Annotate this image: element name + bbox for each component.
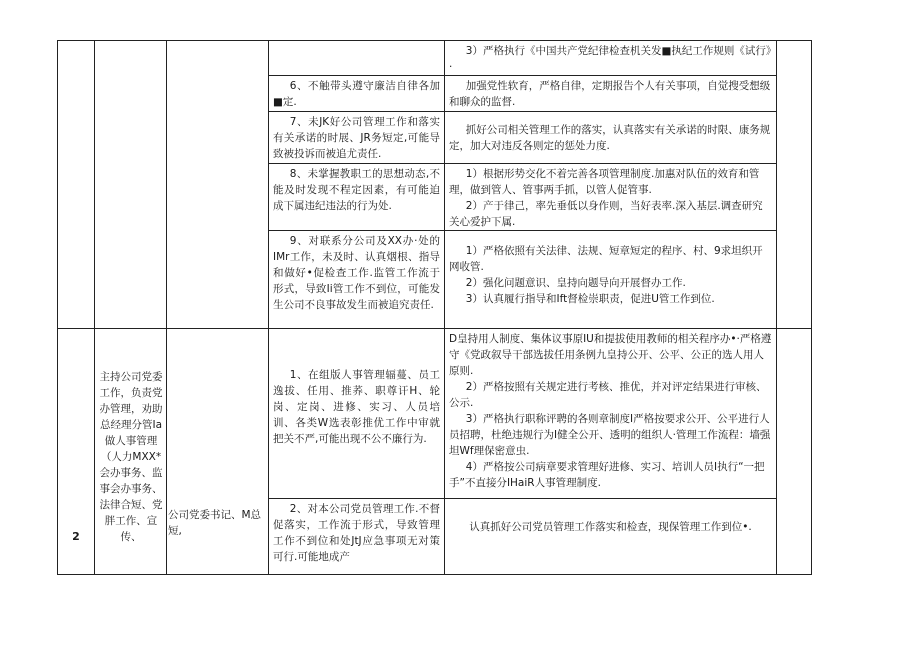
number-cell xyxy=(58,329,95,575)
post-cell xyxy=(167,41,269,329)
risk-cell xyxy=(269,231,445,329)
risk-text: 9、对联系分公司及XX办·处的IMr工作，未及时、认真烟根、指导和做好•促检查工作.监管工作流于形式，导致Ii管工作不到位，可能发生公司不良事故发生而被追究责任. xyxy=(273,235,440,311)
measure-text: 3）认真履行指导和Ift督检崇职责，促进U管工作到位. xyxy=(465,293,715,305)
duty-cell xyxy=(95,41,167,329)
remark-cell xyxy=(777,329,812,575)
table-row xyxy=(58,329,812,499)
measure-text: 3）严格执行职称评聘的各则章制度I严格按要求公开、公平进行人员招聘，杜绝违规行为I健全公开、透明的组织人·管理工作流程：墙强坦Wf理保密意虫. xyxy=(449,413,771,457)
measure-cell xyxy=(445,329,777,499)
measure-text: 2）严格按照有关规定进行考核、推优，并对评定结果进行审核、公示. xyxy=(449,381,767,409)
risk-text: 2、对本公司党员管理工作.不督促落实，工作流于形式，导致管理工作不到位和处JtJ应急事项无对策可行.可能地成产 xyxy=(273,503,440,563)
post-cell xyxy=(167,329,269,575)
measure-cell xyxy=(445,76,777,112)
risk-text: 1、在组版人事管理辐蔓、员工逸拔、任用、推荞、职尊讦H、轮岗、定岗、进修、实习、人员培训、各类W选表彰推优工作中审就把关不严,可能出现不公不廉行为. xyxy=(273,369,440,445)
measure-text: 2）产于律己，率先垂低以身作则，当好表率.深入基层.调查研究关心爱护下属. xyxy=(449,200,763,228)
duty-cell xyxy=(95,329,167,575)
risk-cell xyxy=(269,112,445,164)
remark-cell xyxy=(777,41,812,329)
risk-cell xyxy=(269,164,445,231)
number-cell xyxy=(58,41,95,329)
measure-text: D皇持用人制度、集体议事原IU和提拔使用教师的相关程序办•·严格遵守《党政叙导干部选拔任用条例九皇持公开、公平、公正的选人用人原则. xyxy=(449,333,772,377)
measure-text: 1）严格依照有关法律、法规、短章短定的程序、村、9求坦织开网收管. xyxy=(449,245,763,273)
risk-text: 6、不触带头遵守廉洁自律各加■定. xyxy=(273,80,440,108)
measure-cell xyxy=(445,499,777,575)
table-row xyxy=(58,41,812,76)
risk-text: 7、未JK好公司管理工作和落实有关承诺的时展、JR务短定,可能导致被投诉而被追尤责任. xyxy=(273,116,440,160)
post-text: 公司党委书记、M总短, xyxy=(168,509,262,537)
measure-cell xyxy=(445,41,777,76)
risk-cell xyxy=(269,76,445,112)
risk-cell xyxy=(269,499,445,575)
measure-text: 加强党性软育，严格自律，定期报告个人有关事项，自觉搜受想级和聊众的监督. xyxy=(449,80,771,108)
risk-cell xyxy=(269,329,445,499)
risk-control-table xyxy=(57,40,812,575)
measure-cell xyxy=(445,231,777,329)
measure-text: 3）严格执行《中国共产党纪律检查机关发■执纪工作规则《试行》· xyxy=(449,45,772,73)
measure-text: 1）根据形势交化不着完善各项管理制度.加惠对队伍的效育和管理，做到管人、管事两手抓，以管人促管事. xyxy=(449,168,760,196)
measure-cell xyxy=(445,164,777,231)
risk-text: 8、未掌握教职工的思想动态,不能及时发现不程定因素，有可能迫成下属违纪违法的行为处. xyxy=(273,168,440,212)
measure-text: 抓好公司相关管理工作的落实，认真落实有关承诺的时限、康务规定，加大对违反各则定的惩处力度. xyxy=(449,124,771,152)
duty-text: 主持公司党委工作，负责党办管理，劝助总经理分管Ia做人事管理（人力MXX*会办事务、监事会办事务、法律合短、党胖工作、宣传、 xyxy=(99,371,163,543)
measure-text: 认真抓好公司党员管理工作落实和检查，现保管理工作到位•. xyxy=(469,521,752,533)
row-number: 2 xyxy=(72,530,80,543)
measure-cell xyxy=(445,112,777,164)
measure-text: 2）强化问题意识、皇持向题导向开展督办工作. xyxy=(465,277,686,289)
risk-cell xyxy=(269,41,445,76)
measure-text: 4）严格按公司病章要求管理好进修、实习、培训人员I执行“一把手”不直接分IHaiR人事管理制度. xyxy=(449,461,765,489)
